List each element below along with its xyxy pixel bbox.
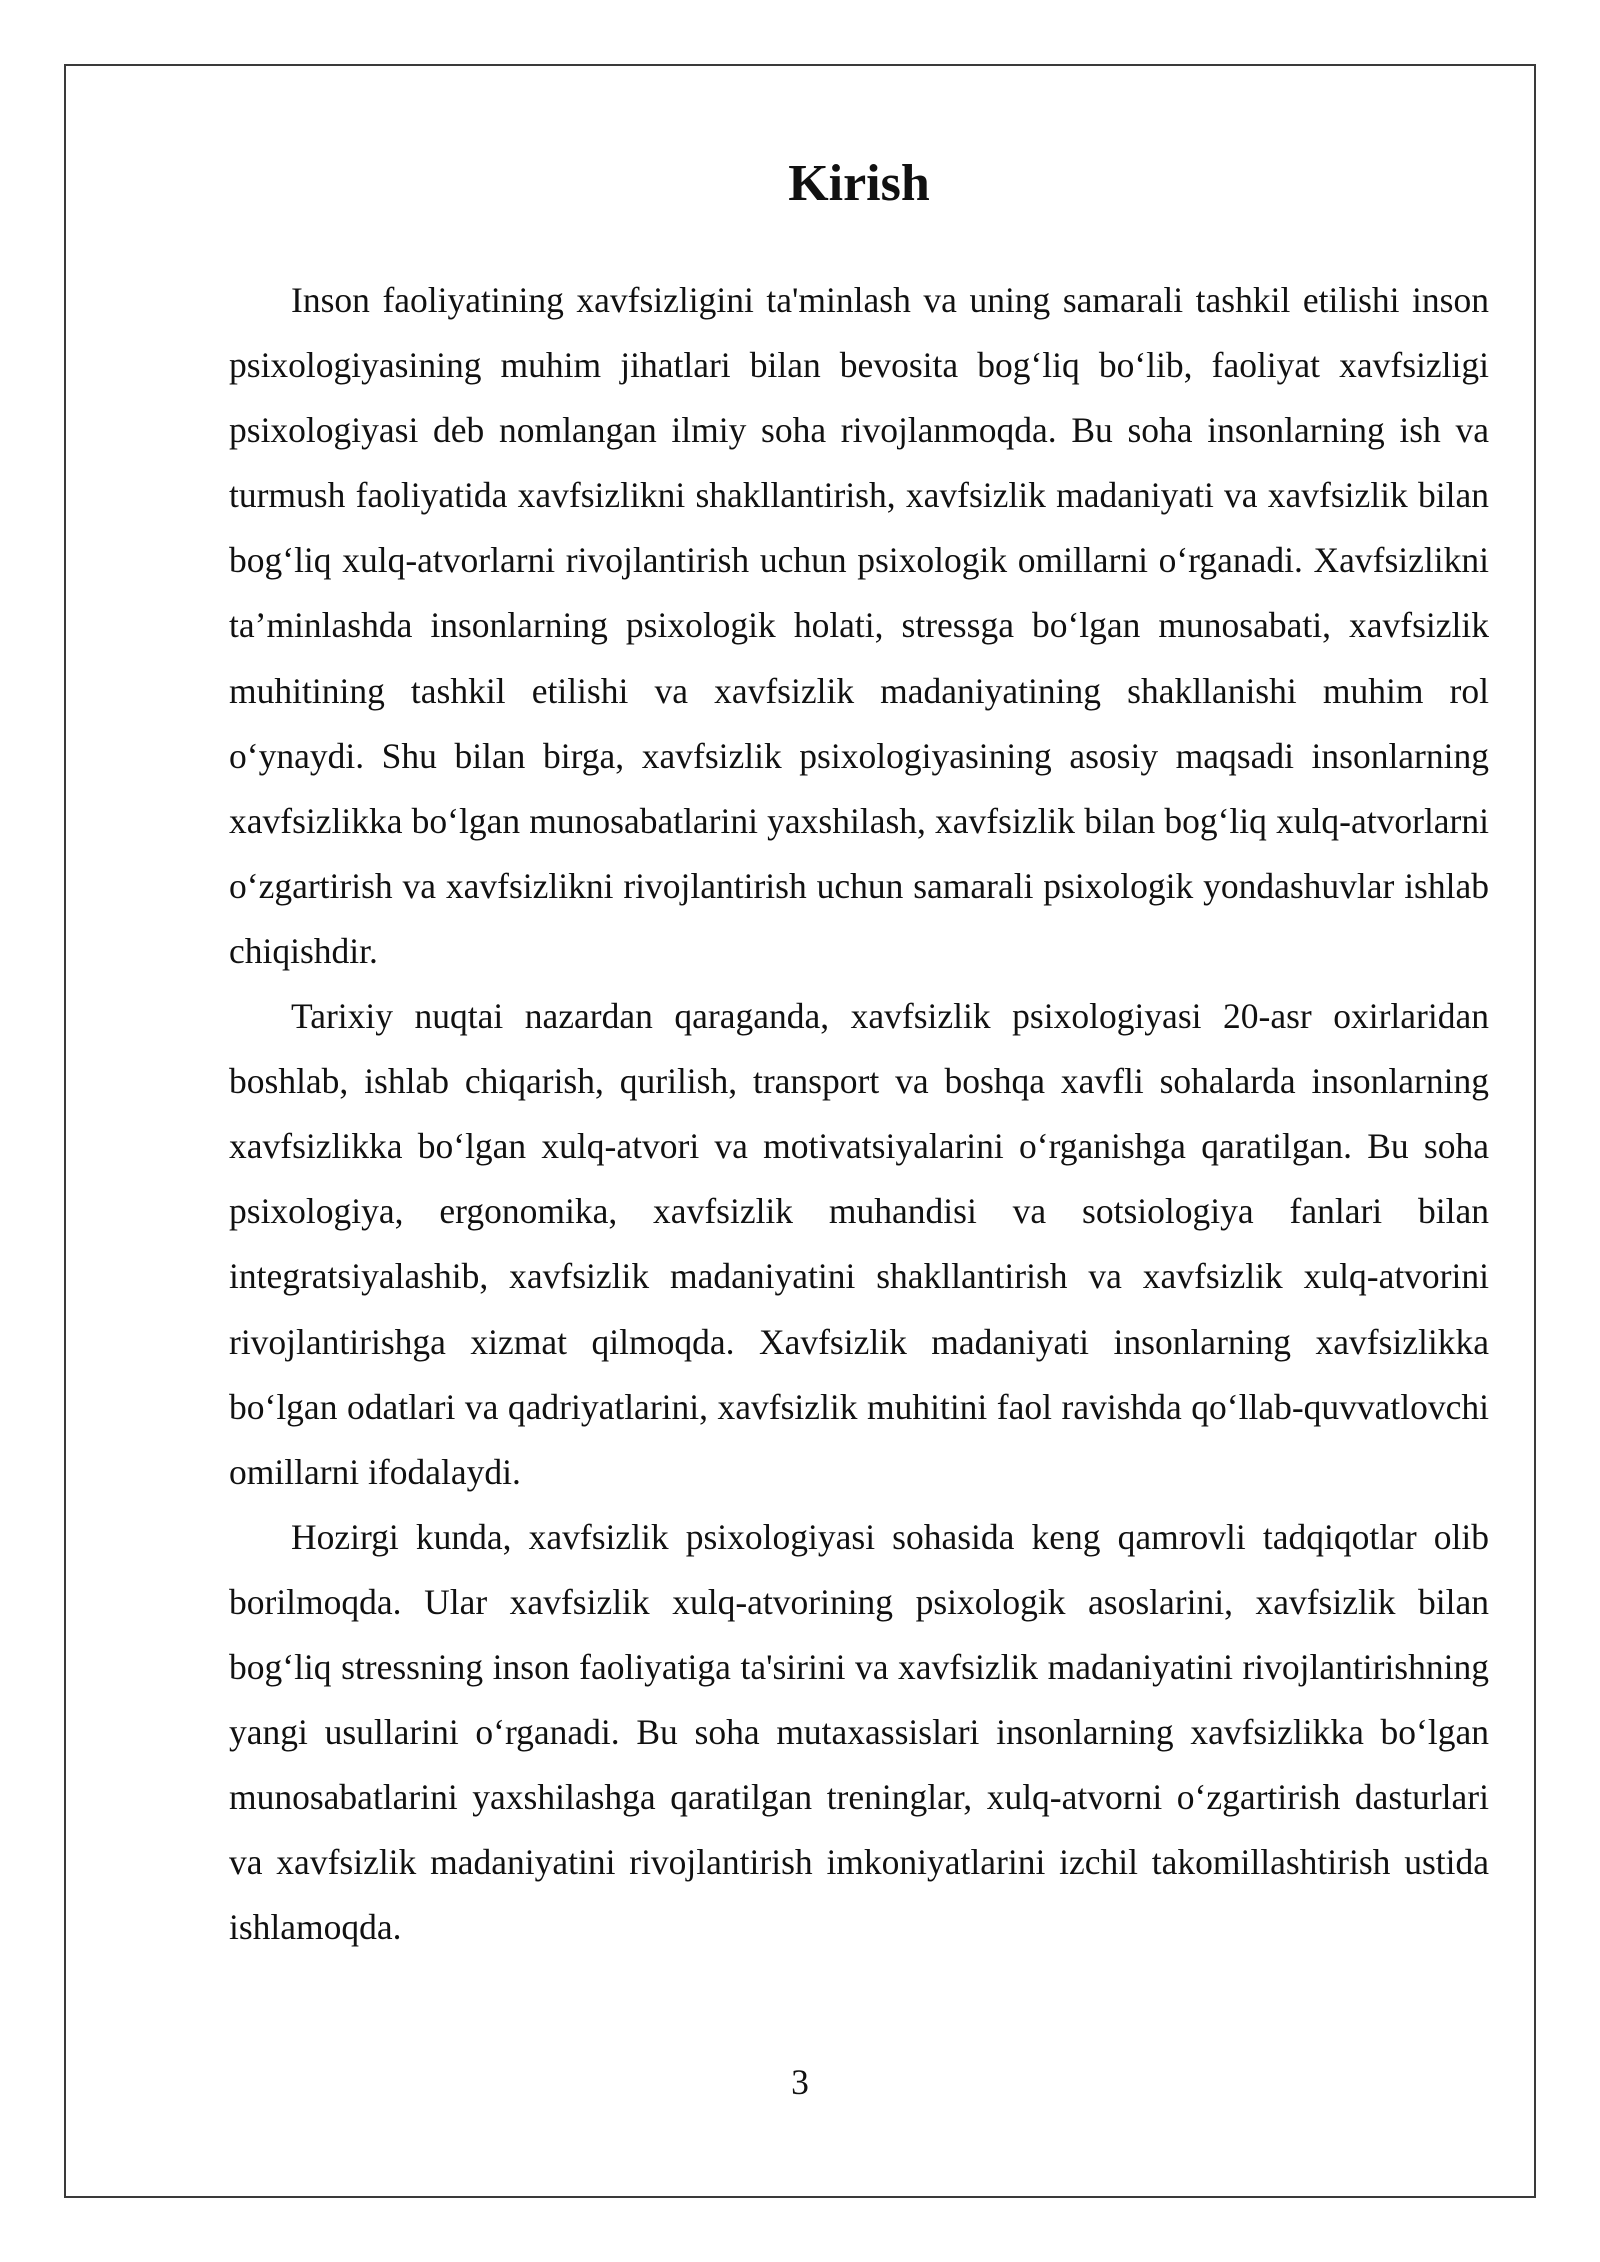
- paragraph-1: Inson faoliyatining xavfsizligini ta'minlash va uning samarali tashkil etilishi inson psixologiyasining muhim jihatlari bilan bevosita bog‘liq bo‘lib, faoliyat xavfsizligi psixologiyasi deb nomlangan ilmiy soha rivojlanmoqda. Bu soha insonlarning ish va turmush faoliyatida xavfsizlikni shakllantirish, xavfsizlik madaniyati va xavfsizlik bilan bog‘liq xulq-atvorlarni rivojlantirish uchun psixologik omillarni o‘rganadi. Xavfsizlikni ta’minlashda insonlarning psixologik holati, stressga bo‘lgan munosabati, xavfsizlik muhitining tashkil etilishi va xavfsizlik madaniyatining shakllanishi muhim rol o‘ynaydi. Shu bilan birga, xavfsizlik psixologiyasining asosiy maqsadi insonlarning xavfsizlikka bo‘lgan munosabatlarini yaxshilash, xavfsizlik bilan bog‘liq xulq-atvorlarni o‘zgartirish va xavfsizlikni rivojlantirish uchun samarali psixologik yondashuvlar ishlab chiqishdir.: [229, 280, 1489, 971]
- paragraph-2: Tarixiy nuqtai nazardan qaraganda, xavfsizlik psixologiyasi 20-asr oxirlaridan boshlab, ishlab chiqarish, qurilish, transport va boshqa xavfli sohalarda insonlarning xavfsizlikka bo‘lgan xulq-atvori va motivatsiyalarini o‘rganishga qaratilgan. Bu soha psixologiya, ergonomika, xavfsizlik muhandisi va sotsiologiya fanlari bilan integratsiyalashib, xavfsizlik madaniyatini shakllantirish va xavfsizlik xulq-atvorini rivojlantirishga xizmat qilmoqda. Xavfsizlik madaniyati insonlarning xavfsizlikka bo‘lgan odatlari va qadriyatlarini, xavfsizlik muhitini faol ravishda qo‘llab-quvvatlovchi omillarni ifodalaydi.: [229, 996, 1489, 1492]
- page-number: 3: [791, 2062, 809, 2102]
- document-title: Kirish: [788, 155, 930, 212]
- document-body: [229, 150, 1489, 1960]
- paragraph-3: Hozirgi kunda, xavfsizlik psixologiyasi sohasida keng qamrovli tadqiqotlar olib borilmoqda. Ular xavfsizlik xulq-atvorining psixologik asoslarini, xavfsizlik bilan bog‘liq stressning inson faoliyatiga ta'sirini va xavfsizlik madaniyatini rivojlantirishning yangi usullarini o‘rganadi. Bu soha mutaxassislari insonlarning xavfsizlikka bo‘lgan munosabatlarini yaxshilashga qaratilgan treninglar, xulq-atvorni o‘zgartirish dasturlari va xavfsizlik madaniyatini rivojlantirish imkoniyatlarini izchil takomillashtirish ustida ishlamoqda.: [229, 1516, 1489, 1948]
